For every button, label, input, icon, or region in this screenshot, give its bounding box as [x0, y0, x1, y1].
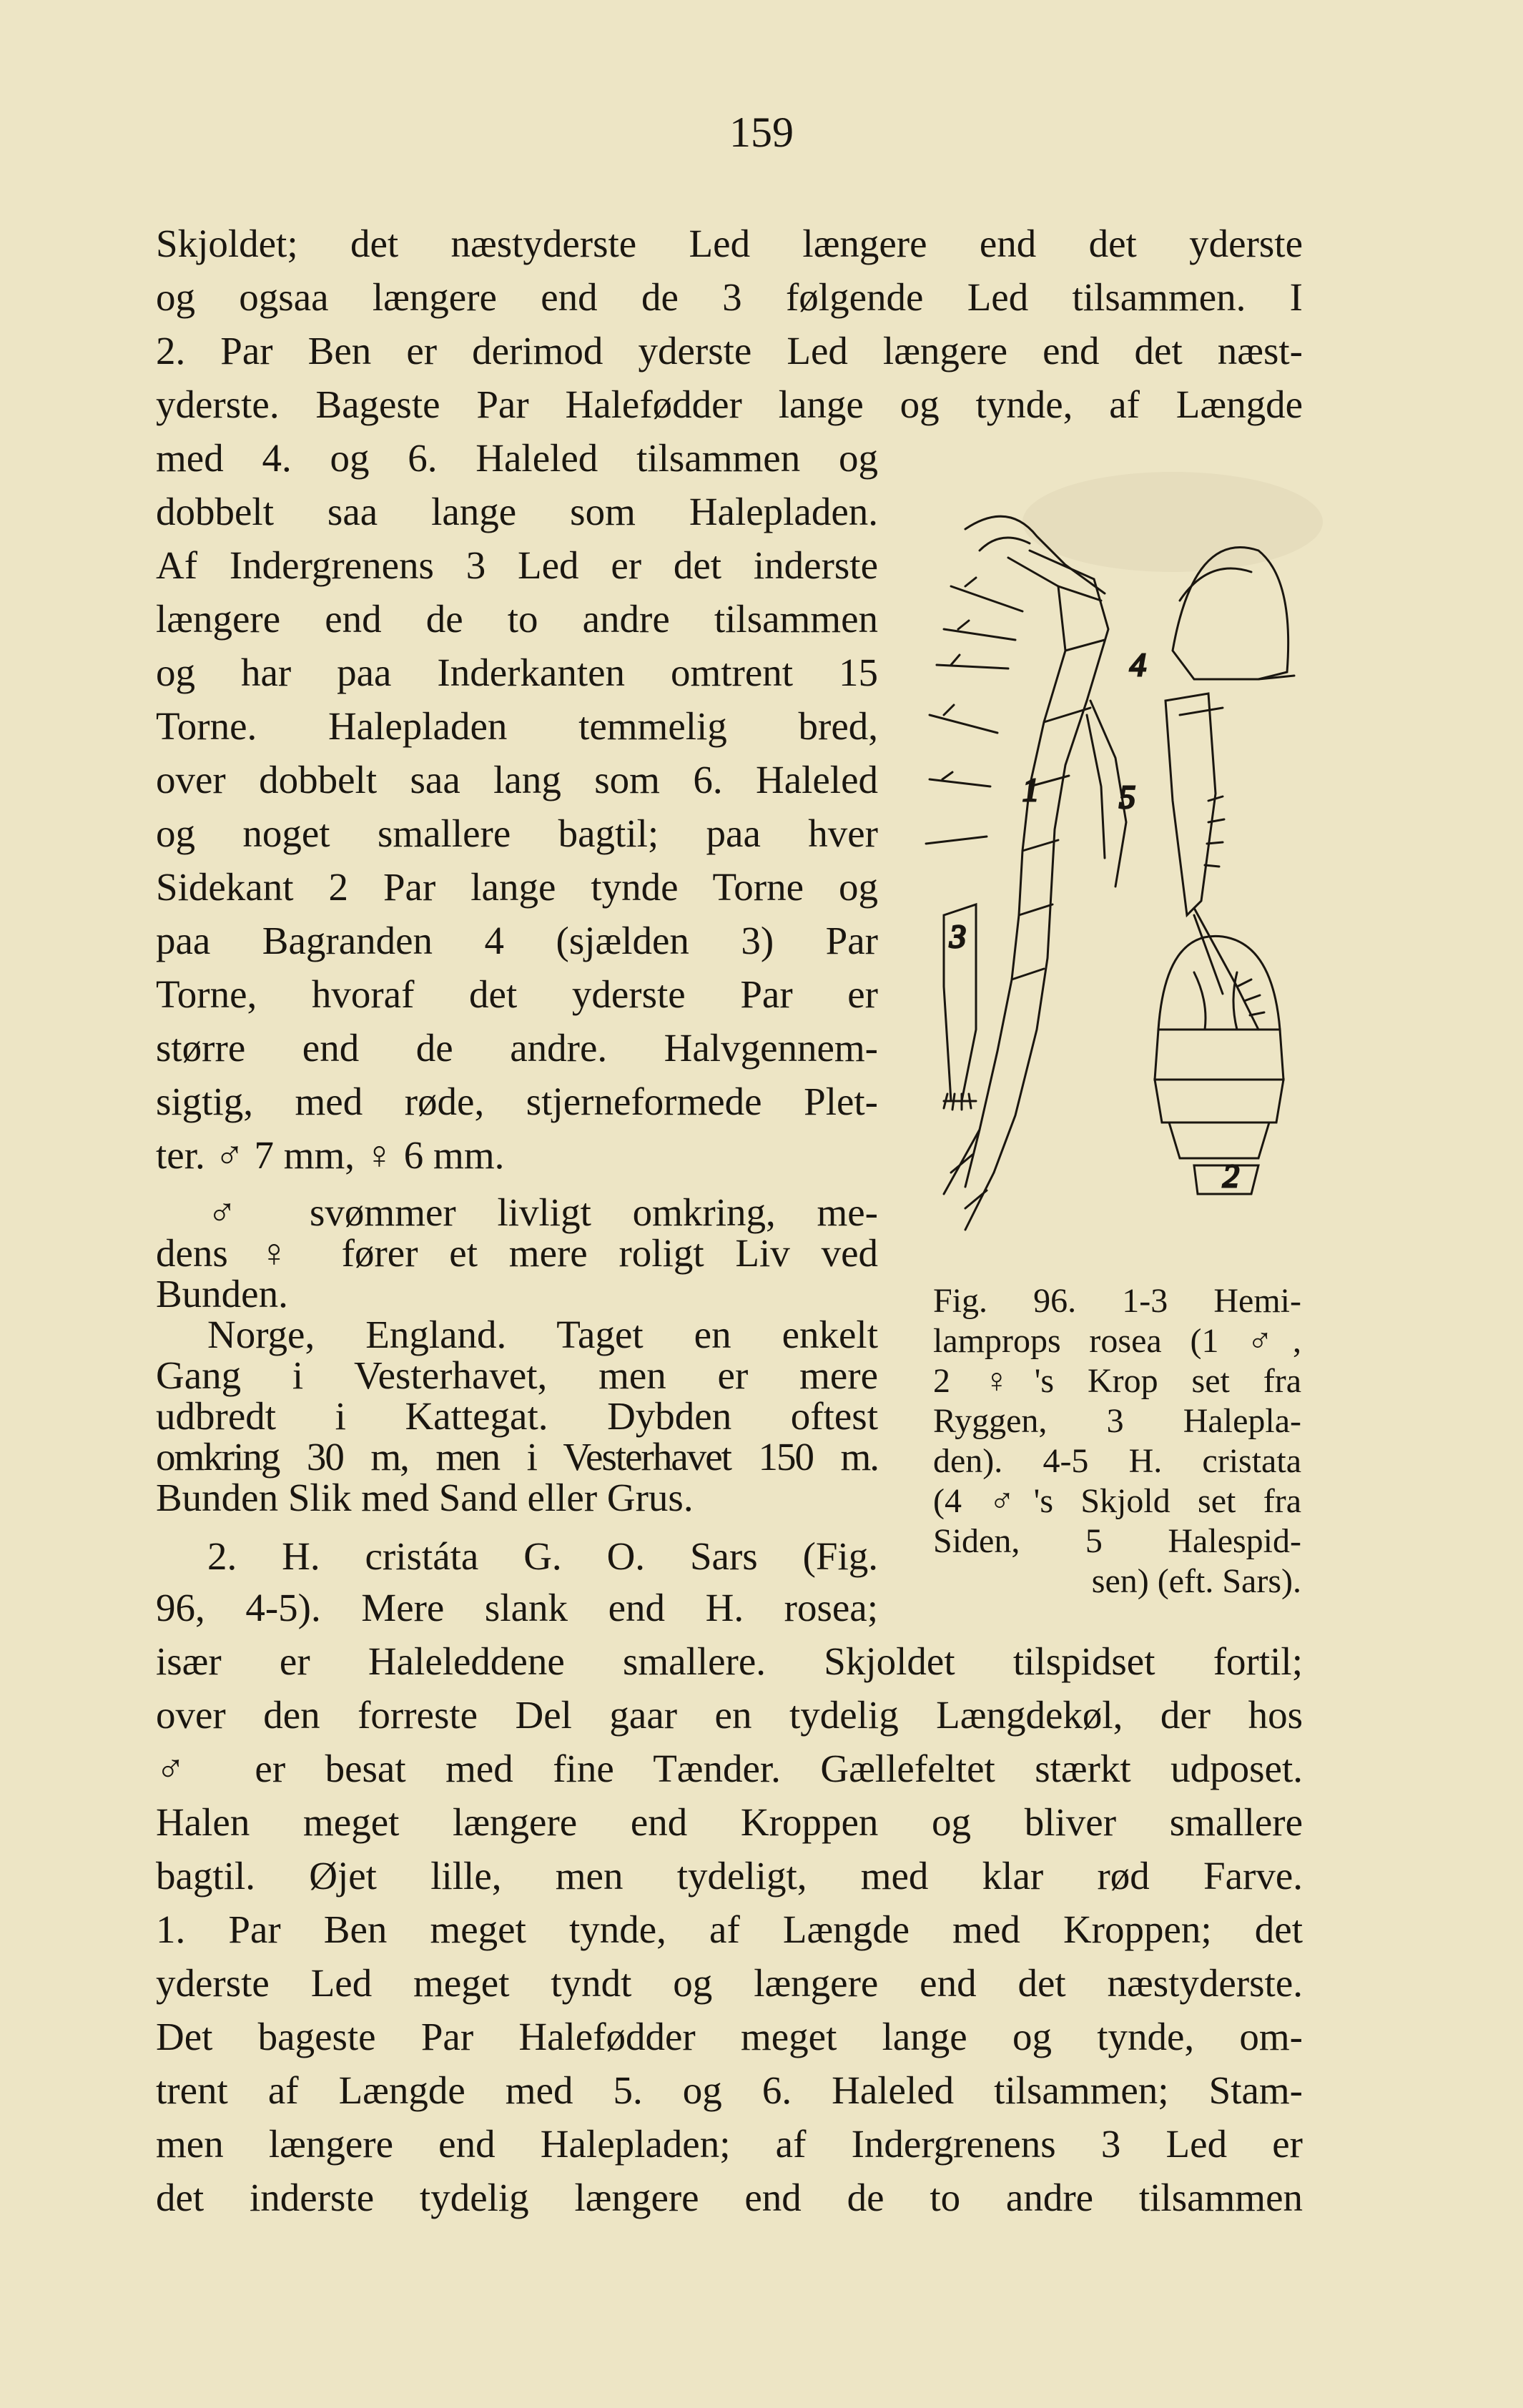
figure-caption-line: (4 ♂'s Skjold set fra	[933, 1482, 1301, 1520]
figure-caption-line: Ryggen, 3 Halepla-	[933, 1402, 1301, 1440]
text-line: udbredt i Kattegat. Dybden oftest	[156, 1394, 878, 1438]
text-line: yderste. Bageste Par Halefødder lange og tynde, af Længde	[156, 383, 1303, 426]
text-line: længere end de to andre tilsammen	[156, 597, 878, 641]
text-line: dens ♀ fører et mere roligt Liv ved	[156, 1231, 878, 1275]
figure-caption-line: Fig. 96. 1-3 Hemi-	[933, 1282, 1301, 1320]
text-line: sigtig, med røde, stjerneformede Plet-	[156, 1080, 878, 1123]
text-line: 2. Par Ben er derimod yderste Led længere end det næst-	[156, 329, 1303, 372]
figure-caption-line: den). 4-5 H. cristata	[933, 1442, 1301, 1480]
text-line: bagtil. Øjet lille, men tydeligt, med klar rød Farve.	[156, 1854, 1303, 1898]
text-line: Torne. Halepladen temmelig bred,	[156, 704, 878, 748]
text-line: Bunden.	[156, 1272, 288, 1316]
text-line: Bunden Slik med Sand eller Grus.	[156, 1476, 694, 1519]
text-line: Sidekant 2 Par lange tynde Torne og	[156, 865, 878, 909]
figure-caption-line: lamprops rosea (1 ♂,	[933, 1322, 1301, 1360]
text-line: større end de andre. Halvgennem-	[156, 1026, 878, 1070]
drawing-1-whole-animal	[926, 516, 1126, 1230]
svg-text:1: 1	[1022, 771, 1039, 808]
figure-96-illustration	[922, 486, 1323, 1258]
svg-text:5: 5	[1119, 779, 1135, 815]
text-line: yderste Led meget tyndt og længere end det næstyderste.	[156, 1961, 1303, 2005]
text-line: og ogsaa længere end de 3 følgende Led tilsammen. I	[156, 275, 1303, 319]
drawing-4-carapace	[1173, 548, 1294, 680]
text-line: trent af Længde med 5. og 6. Haleled tilsammen; Stam-	[156, 2068, 1303, 2112]
text-line: 1. Par Ben meget tynde, af Længde med Kroppen; det	[156, 1908, 1303, 1951]
text-line: omkring 30 m, men i Vesterhavet 150 m.	[156, 1435, 878, 1479]
text-line: over den forreste Del gaar en tydelig Længdekøl, der hos	[156, 1693, 1303, 1737]
svg-text:3: 3	[950, 918, 966, 954]
drawing-5-tail-tip	[1165, 694, 1264, 1030]
text-line: over dobbelt saa lang som 6. Haleled	[156, 758, 878, 801]
text-line: men længere end Halepladen; af Indergrenens 3 Led er	[156, 2122, 1303, 2166]
svg-text:2: 2	[1223, 1158, 1239, 1194]
text-line: paa Bagranden 4 (sjælden 3) Par	[156, 919, 878, 962]
text-line: Af Indergrenens 3 Led er det inderste	[156, 543, 878, 587]
text-line: Norge, England. Taget en enkelt	[207, 1313, 878, 1356]
text-line: det inderste tydelig længere end de to andre tilsammen	[156, 2176, 1303, 2219]
figure-caption-line: sen) (eft. Sars).	[1091, 1562, 1301, 1600]
text-line: Skjoldet; det næstyderste Led længere end det yderste	[156, 222, 1303, 265]
figure-caption-line: Siden, 5 Halespid-	[933, 1522, 1301, 1560]
text-line: Halen meget længere end Kroppen og bliver smallere	[156, 1800, 1303, 1844]
page-number: 159	[729, 109, 794, 156]
drawing-2-female-body	[1155, 936, 1283, 1194]
text-line: dobbelt saa lange som Halepladen.	[156, 490, 878, 533]
text-line: med 4. og 6. Haleled tilsammen og	[156, 436, 878, 480]
text-line: især er Haleleddene smallere. Skjoldet tilspidset fortil;	[156, 1639, 1303, 1683]
text-line: Torne, hvoraf det yderste Par er	[156, 972, 878, 1016]
text-line: og har paa Inderkanten omtrent 15	[156, 651, 878, 694]
text-line: ♂ er besat med fine Tænder. Gællefeltet stærkt udposet.	[156, 1747, 1303, 1790]
text-line: Det bageste Par Halefødder meget lange og tynde, om-	[156, 2015, 1303, 2058]
svg-text:4: 4	[1130, 646, 1146, 683]
text-line: 96, 4-5). Mere slank end H. rosea;	[156, 1586, 878, 1629]
text-line: og noget smallere bagtil; paa hver	[156, 811, 878, 855]
text-line: 2. H. cristáta G. O. Sars (Fig.	[207, 1534, 878, 1578]
text-line: ♂ svømmer livligt omkring, me-	[207, 1190, 878, 1234]
text-line: ter. ♂ 7 mm, ♀ 6 mm.	[156, 1133, 505, 1177]
text-line: Gang i Vesterhavet, men er mere	[156, 1353, 878, 1397]
figure-caption-line: 2 ♀'s Krop set fra	[933, 1362, 1301, 1400]
